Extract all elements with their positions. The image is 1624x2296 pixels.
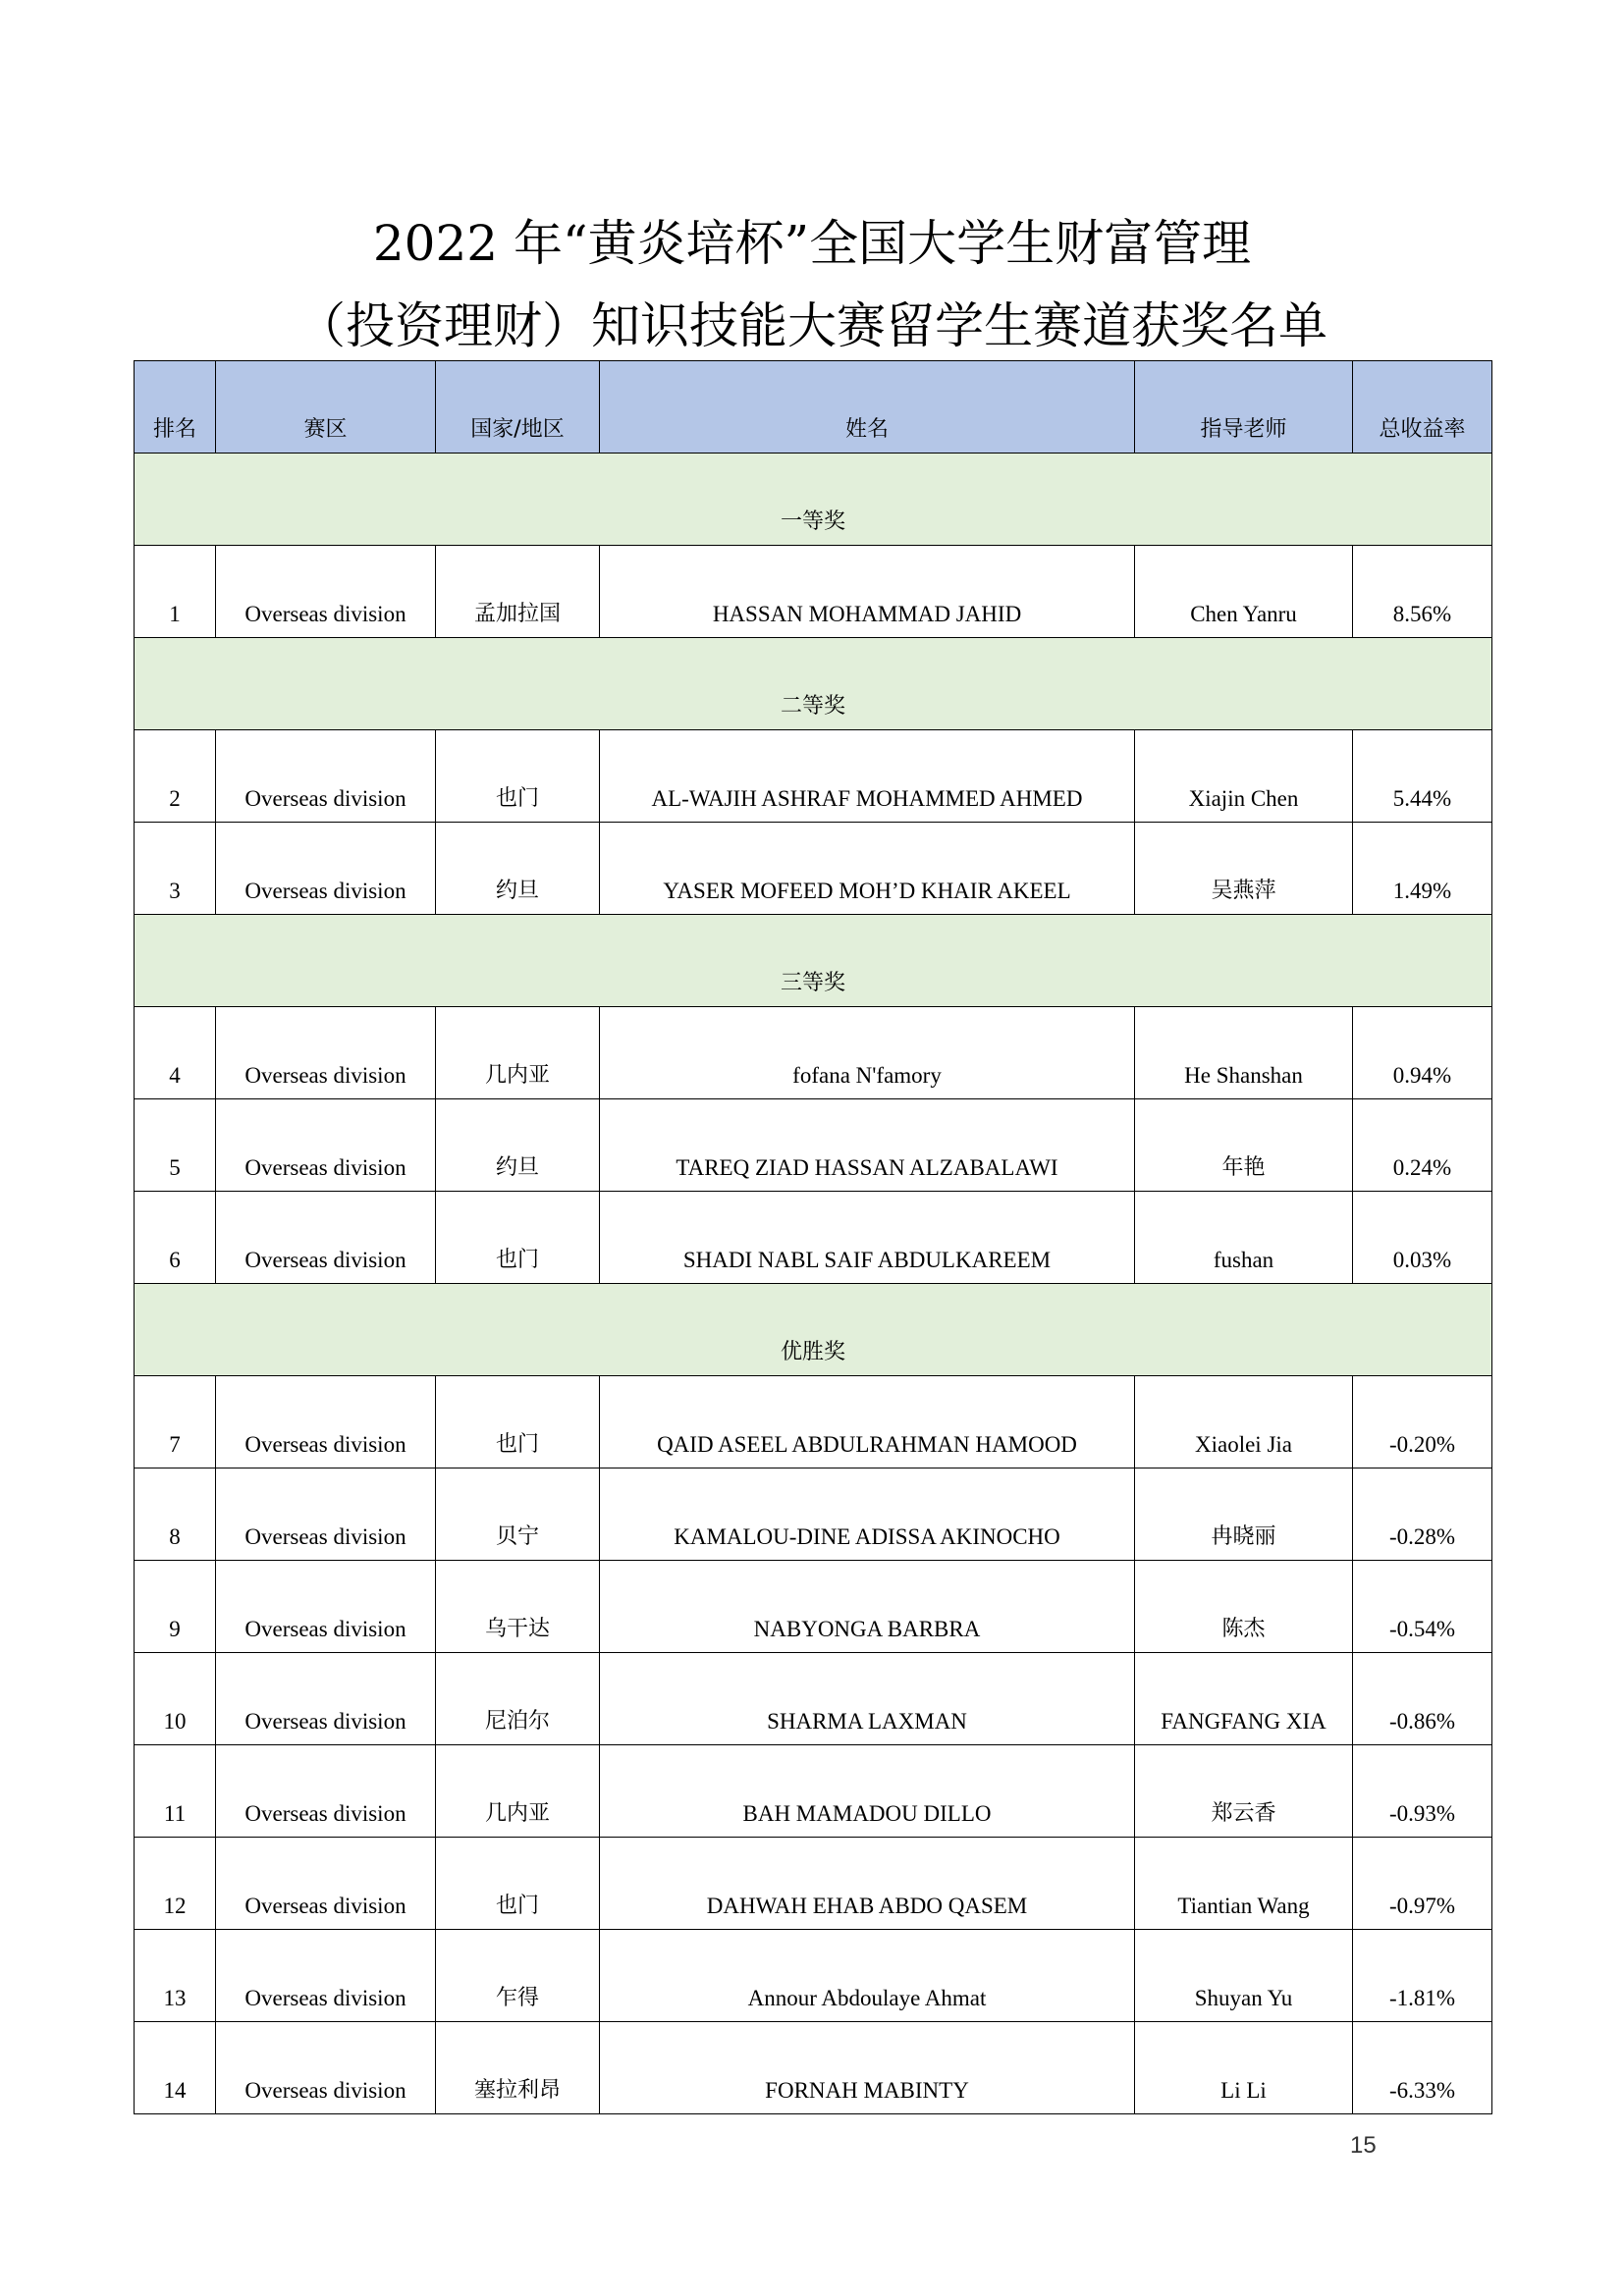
cell-name: KAMALOU-DINE ADISSA AKINOCHO: [600, 1468, 1135, 1561]
cell-advisor: Li Li: [1135, 2022, 1353, 2114]
cell-return: -0.97%: [1353, 1838, 1492, 1930]
cell-rank: 1: [135, 546, 216, 638]
table-row: [135, 730, 1492, 823]
cell-country: 贝宁: [436, 1468, 600, 1561]
cell-country: 塞拉利昂: [436, 2022, 600, 2114]
cell-rank: 10: [135, 1653, 216, 1745]
cell-name: TAREQ ZIAD HASSAN ALZABALAWI: [600, 1099, 1135, 1192]
cell-name: fofana N'famory: [600, 1007, 1135, 1099]
cell-advisor: fushan: [1135, 1192, 1353, 1284]
cell-division: Overseas division: [216, 1653, 436, 1745]
cell-name: SHARMA LAXMAN: [600, 1653, 1135, 1745]
cell-division: Overseas division: [216, 1838, 436, 1930]
cell-rank: 4: [135, 1007, 216, 1099]
cell-name: FORNAH MABINTY: [600, 2022, 1135, 2114]
cell-country: 孟加拉国: [436, 546, 600, 638]
cell-return: 8.56%: [1353, 546, 1492, 638]
cell-division: Overseas division: [216, 1099, 436, 1192]
cell-country: 乍得: [436, 1930, 600, 2022]
cell-advisor: 陈杰: [1135, 1561, 1353, 1653]
page-number: 15: [1350, 2132, 1377, 2159]
cell-division: Overseas division: [216, 1745, 436, 1838]
cell-return: -0.86%: [1353, 1653, 1492, 1745]
cell-advisor: 郑云香: [1135, 1745, 1353, 1838]
table-row: [135, 1745, 1492, 1838]
header-country: 国家/地区: [436, 361, 600, 454]
table-row: [135, 1468, 1492, 1561]
header-return: 总收益率: [1353, 361, 1492, 454]
cell-division: Overseas division: [216, 1192, 436, 1284]
table-row: [135, 1653, 1492, 1745]
cell-country: 也门: [436, 730, 600, 823]
cell-advisor: Chen Yanru: [1135, 546, 1353, 638]
cell-division: Overseas division: [216, 1561, 436, 1653]
cell-rank: 12: [135, 1838, 216, 1930]
table-row: [135, 1099, 1492, 1192]
cell-division: Overseas division: [216, 546, 436, 638]
page-title-line-1: 2022 年“黄炎培杯”全国大学生财富管理: [372, 215, 1252, 272]
table-row: [135, 1376, 1492, 1468]
section-label: 优胜奖: [135, 1284, 1492, 1376]
cell-division: Overseas division: [216, 730, 436, 823]
cell-return: 0.24%: [1353, 1099, 1492, 1192]
cell-country: 也门: [436, 1192, 600, 1284]
cell-division: Overseas division: [216, 2022, 436, 2114]
header-rank: 排名: [135, 361, 216, 454]
cell-advisor: Shuyan Yu: [1135, 1930, 1353, 2022]
cell-name: YASER MOFEED MOH’D KHAIR AKEEL: [600, 823, 1135, 915]
table-body: [135, 454, 1492, 2114]
cell-country: 约旦: [436, 1099, 600, 1192]
cell-name: Annour Abdoulaye Ahmat: [600, 1930, 1135, 2022]
cell-return: 5.44%: [1353, 730, 1492, 823]
cell-return: 1.49%: [1353, 823, 1492, 915]
cell-name: AL-WAJIH ASHRAF MOHAMMED AHMED: [600, 730, 1135, 823]
cell-country: 尼泊尔: [436, 1653, 600, 1745]
table-row: [135, 823, 1492, 915]
cell-name: SHADI NABL SAIF ABDULKAREEM: [600, 1192, 1135, 1284]
section-label: 三等奖: [135, 915, 1492, 1007]
cell-country: 几内亚: [436, 1007, 600, 1099]
cell-country: 也门: [436, 1376, 600, 1468]
cell-name: NABYONGA BARBRA: [600, 1561, 1135, 1653]
cell-advisor: 吴燕萍: [1135, 823, 1353, 915]
cell-rank: 2: [135, 730, 216, 823]
cell-return: 0.03%: [1353, 1192, 1492, 1284]
header-division: 赛区: [216, 361, 436, 454]
table-row: [135, 1192, 1492, 1284]
table-row: [135, 546, 1492, 638]
table-row: [135, 1007, 1492, 1099]
cell-advisor: He Shanshan: [1135, 1007, 1353, 1099]
cell-return: -1.81%: [1353, 1930, 1492, 2022]
cell-rank: 3: [135, 823, 216, 915]
section-row: [135, 454, 1492, 546]
cell-return: -6.33%: [1353, 2022, 1492, 2114]
cell-rank: 8: [135, 1468, 216, 1561]
awards-table: [134, 360, 1492, 2114]
table-row: [135, 2022, 1492, 2114]
cell-division: Overseas division: [216, 1930, 436, 2022]
cell-rank: 11: [135, 1745, 216, 1838]
section-label: 二等奖: [135, 638, 1492, 730]
cell-advisor: Xiajin Chen: [1135, 730, 1353, 823]
cell-advisor: Tiantian Wang: [1135, 1838, 1353, 1930]
cell-country: 乌干达: [436, 1561, 600, 1653]
cell-rank: 7: [135, 1376, 216, 1468]
cell-return: -0.93%: [1353, 1745, 1492, 1838]
cell-advisor: 冉晓丽: [1135, 1468, 1353, 1561]
cell-country: 也门: [436, 1838, 600, 1930]
cell-name: HASSAN MOHAMMAD JAHID: [600, 546, 1135, 638]
header-advisor: 指导老师: [1135, 361, 1353, 454]
cell-rank: 5: [135, 1099, 216, 1192]
cell-rank: 13: [135, 1930, 216, 2022]
cell-return: -0.28%: [1353, 1468, 1492, 1561]
section-row: [135, 638, 1492, 730]
cell-country: 约旦: [436, 823, 600, 915]
header-name: 姓名: [600, 361, 1135, 454]
cell-return: -0.54%: [1353, 1561, 1492, 1653]
cell-division: Overseas division: [216, 823, 436, 915]
cell-return: 0.94%: [1353, 1007, 1492, 1099]
cell-advisor: FANGFANG XIA: [1135, 1653, 1353, 1745]
cell-country: 几内亚: [436, 1745, 600, 1838]
section-row: [135, 1284, 1492, 1376]
table-row: [135, 1561, 1492, 1653]
cell-name: QAID ASEEL ABDULRAHMAN HAMOOD: [600, 1376, 1135, 1468]
section-row: [135, 915, 1492, 1007]
cell-division: Overseas division: [216, 1007, 436, 1099]
cell-rank: 14: [135, 2022, 216, 2114]
cell-name: BAH MAMADOU DILLO: [600, 1745, 1135, 1838]
table-row: [135, 1838, 1492, 1930]
cell-division: Overseas division: [216, 1468, 436, 1561]
cell-name: DAHWAH EHAB ABDO QASEM: [600, 1838, 1135, 1930]
table-header-row: [135, 361, 1492, 454]
cell-advisor: Xiaolei Jia: [1135, 1376, 1353, 1468]
cell-division: Overseas division: [216, 1376, 436, 1468]
cell-return: -0.20%: [1353, 1376, 1492, 1468]
table-row: [135, 1930, 1492, 2022]
section-label: 一等奖: [135, 454, 1492, 546]
page-title-line-2: （投资理财）知识技能大赛留学生赛道获奖名单: [297, 297, 1327, 354]
cell-advisor: 年艳: [1135, 1099, 1353, 1192]
cell-rank: 9: [135, 1561, 216, 1653]
cell-rank: 6: [135, 1192, 216, 1284]
